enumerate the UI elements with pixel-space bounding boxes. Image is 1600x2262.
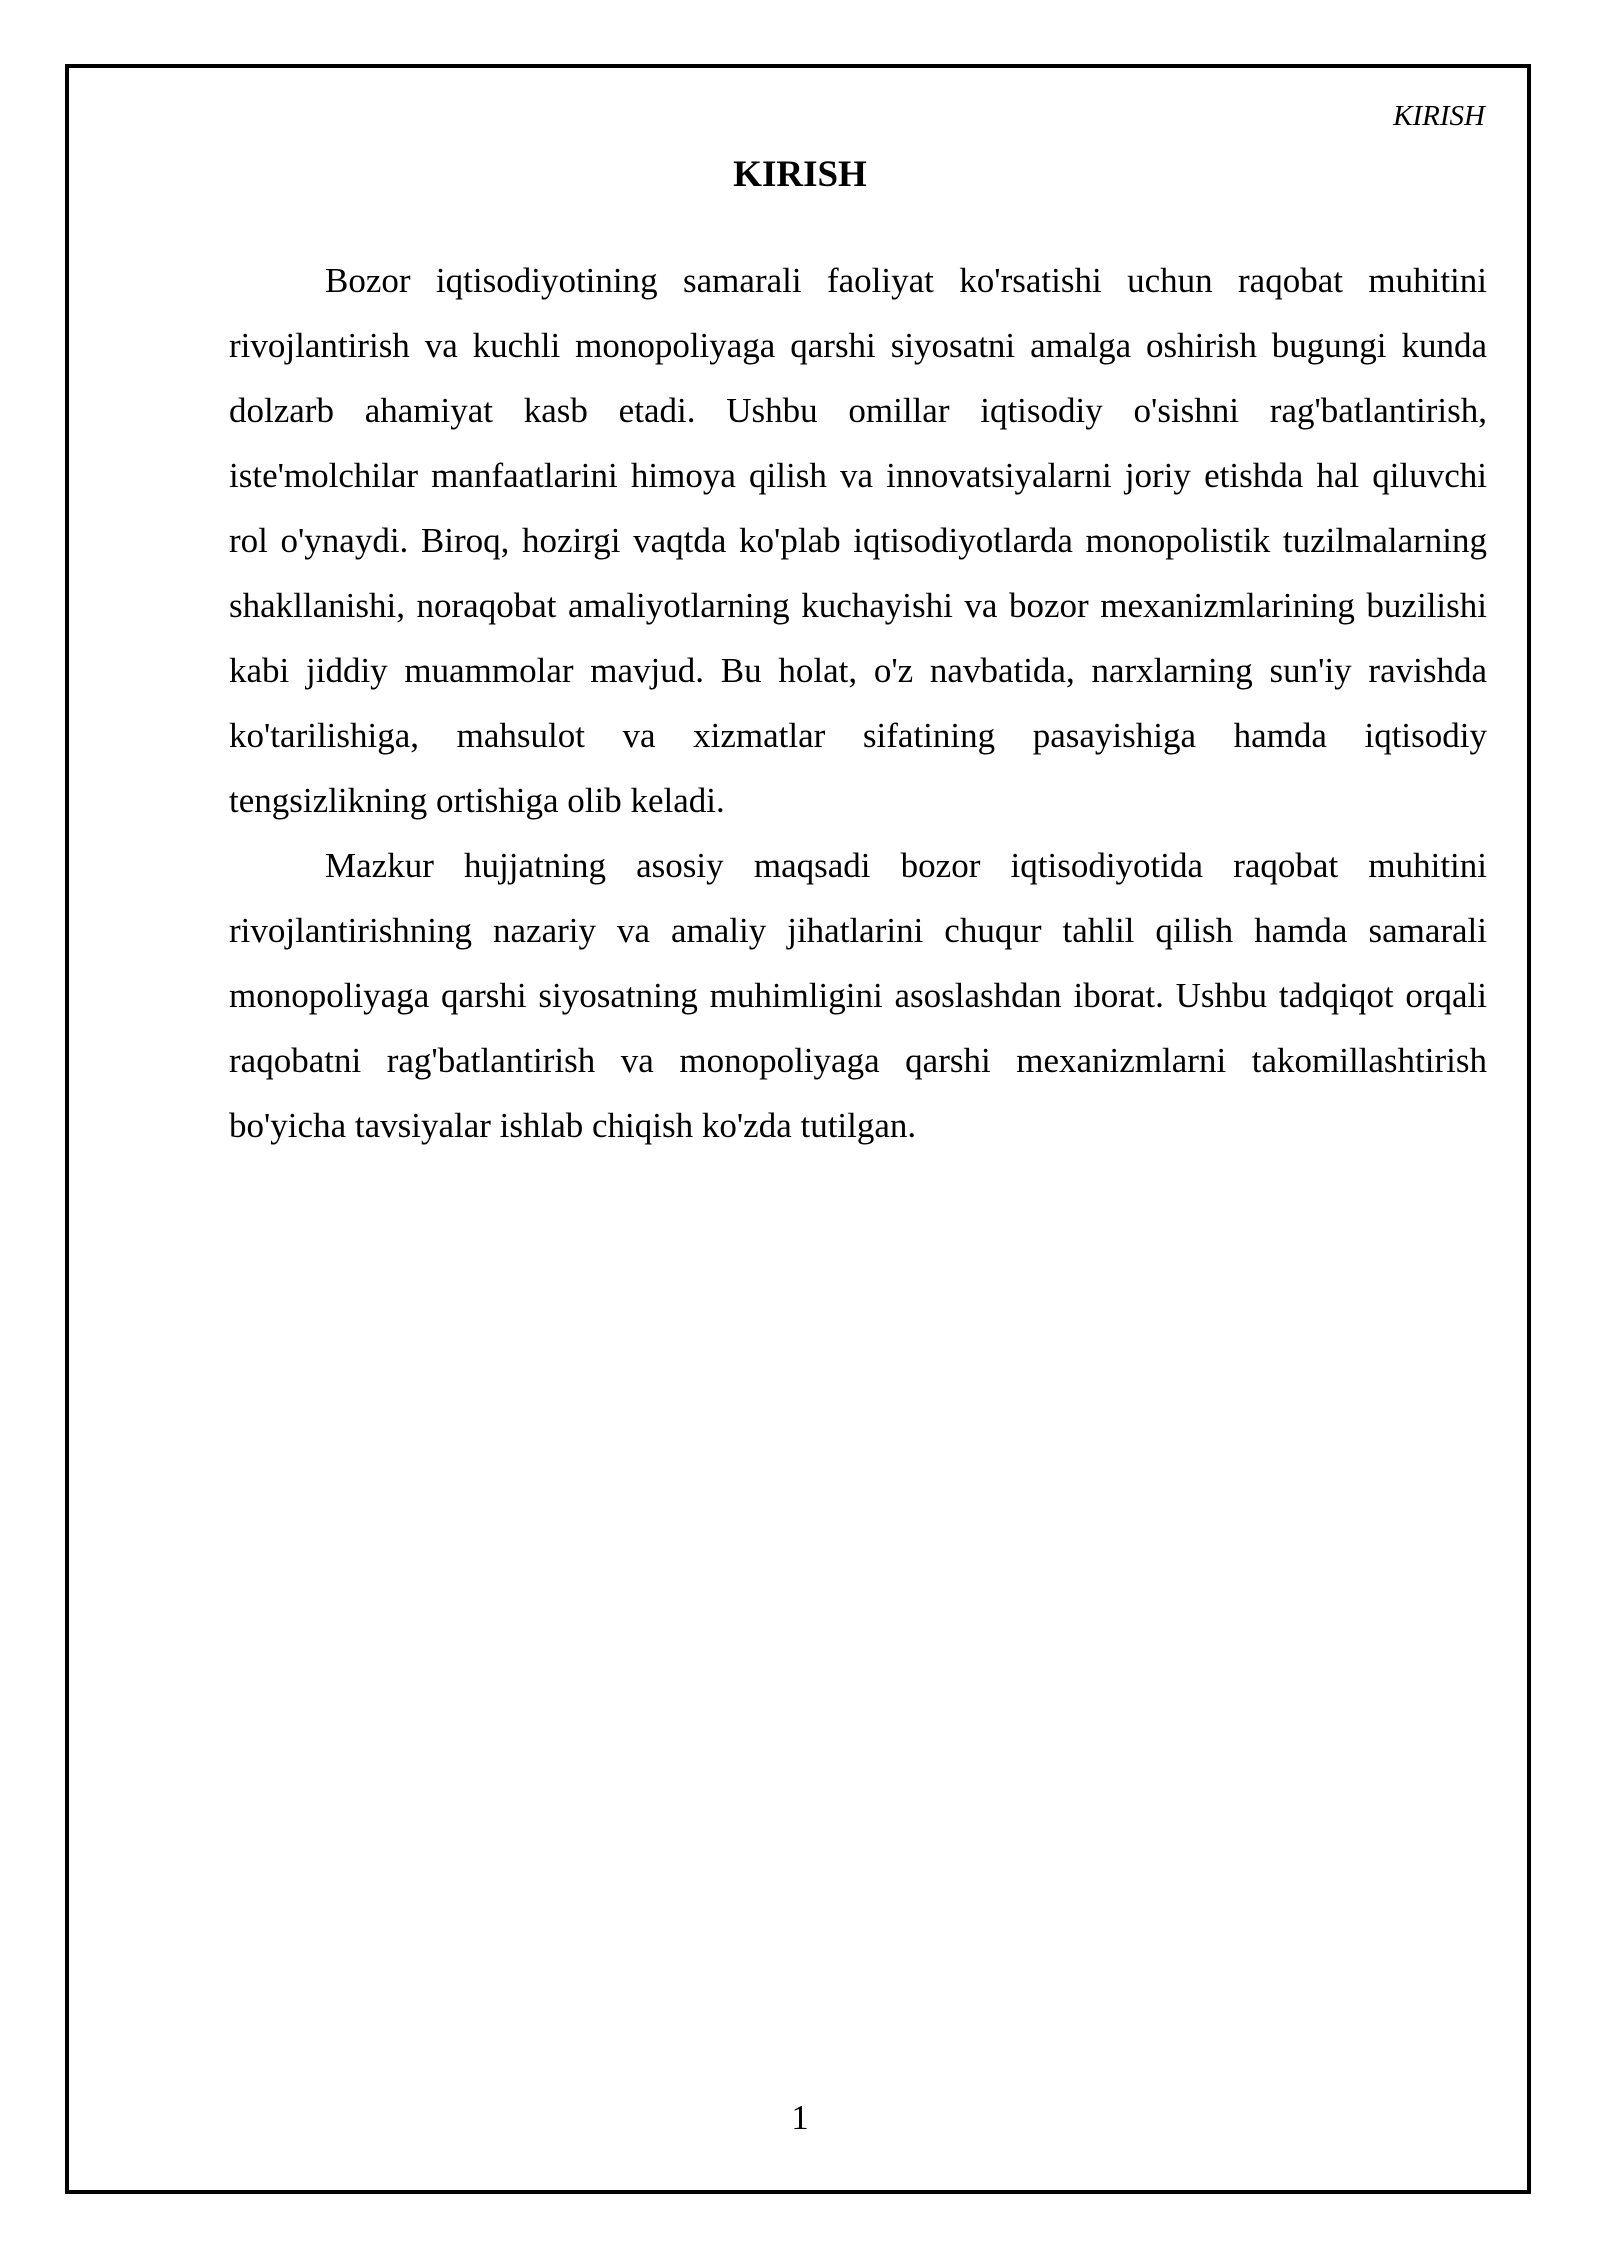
document-body xyxy=(229,248,1487,1158)
running-header: KIRISH xyxy=(1393,100,1485,132)
paragraph-1: Bozor iqtisodiyotining samarali faoliyat ko'rsatishi uchun raqobat muhitini rivojlantirish va kuchli monopoliyaga qarshi siyosatni amalga oshirish bugungi kunda dolzarb ahamiyat kasb etadi. Ushbu omillar iqtisodiy o'sishni rag'batlantirish, iste'molchilar manfaatlarini himoya qilish va innovatsiyalarni joriy etishda hal qiluvchi rol o'ynaydi. Biroq, hozirgi vaqtda ko'plab iqtisodiyotlarda monopolistik tuzilmalarning shakllanishi, noraqobat amaliyotlarning kuchayishi va bozor mexanizmlarining buzilishi kabi jiddiy muammolar mavjud. Bu holat, o'z navbatida, narxlarning sun'iy ravishda ko'tarilishiga, mahsulot va xizmatlar sifatining pasayishiga hamda iqtisodiy tengsizlikning ortishiga olib keladi. xyxy=(229,261,1487,820)
page-number: 1 xyxy=(791,2098,809,2137)
page-title: KIRISH xyxy=(733,154,867,195)
paragraph-2: Mazkur hujjatning asosiy maqsadi bozor iqtisodiyotida raqobat muhitini rivojlantirishning nazariy va amaliy jihatlarini chuqur tahlil qilish hamda samarali monopoliyaga qarshi siyosatning muhimligini asoslashdan iborat. Ushbu tadqiqot orqali raqobatni rag'batlantirish va monopoliyaga qarshi mexanizmlarni takomillashtirish bo'yicha tavsiyalar ishlab chiqish ko'zda tutilgan. xyxy=(229,846,1487,1145)
